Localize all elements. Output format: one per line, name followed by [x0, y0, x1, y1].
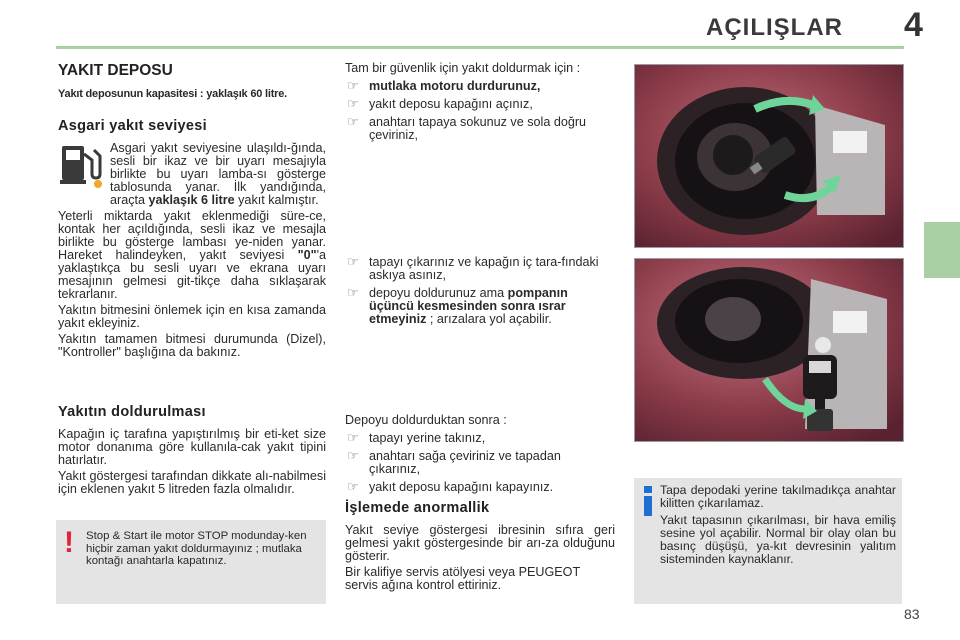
min-level-paragraph-1: Asgari yakıt seviyesine ulaşıldı-ğında, sesli bir ikaz ve bir uyarı mesajıyla birlikte bu uyarı lamba-sı gösterge tablosunda yanar. İlk yandığında, araçta yaklaşık 6 litre yakıt kalmıştır. [110, 141, 326, 207]
section-title: YAKIT DEPOSU [58, 62, 173, 79]
fuel-flap-key-photo [634, 64, 904, 248]
refuel-paragraph-1: Kapağın iç tarafına yapıştırılmış bir eti-ket size motor donanıma göre kullanıla-cak yakıt tipini hatırlatır. [58, 427, 326, 467]
info-paragraph-1: Tapa depodaki yerine takılmadıkça anahtar kilitten çıkarılamaz. [660, 483, 896, 510]
list-item: ☞ mutlaka motoru durdurunuz, [345, 80, 615, 93]
info-icon [642, 486, 654, 516]
info-paragraph-2: Yakıt tapasının çıkarılması, bir hava emiliş sesine yol açabilir. Normal bir olay olan bu basınç düşüşü, ya-kıt devresinin yalıtım sisteminden kaynaklanır. [660, 513, 896, 566]
warning-exclamation-icon: ! [64, 526, 74, 559]
min-level-paragraph-3: Yakıtın bitmesini önlemek için en kısa zamanda yakıt ekleyiniz. [58, 303, 326, 330]
warning-text: Stop & Start ile motor STOP modunday-ken hiçbir zaman yakıt doldurmayınız ; mutlaka kontağı anahtarla kapatınız. [86, 530, 307, 567]
refuel-title: Yakıtın doldurulması [58, 404, 206, 420]
safety-intro: Tam bir güvenlik için yakıt doldurmak için : [345, 61, 581, 75]
header-rule [56, 46, 904, 49]
warning-box [56, 520, 326, 604]
min-level-paragraph-2: Yeterli miktarda yakıt eklenmediği süre-ce, kontak her açıldığında, sesli ikaz ve mesajla birlikte bu gösterge lambası ye-niden yanar. Hareket halindeyken, yakıt seviyesi "0"'a yaklaştıkça bu sesli uyarı ve ekrana uyarı mesajının gelmesi git-tikçe daha sıklaşarak tekrarlanır. [58, 209, 326, 301]
chapter-title: AÇILIŞLAR [706, 14, 843, 41]
refuel-paragraph-2: Yakıt göstergesi tarafından dikkate alı-nabilmesi için eklenen yakıt 5 litreden fazla olmalıdır. [58, 469, 326, 496]
list-item: ☞ yakıt deposu kapağını kapayınız. [345, 481, 615, 494]
after-fill-list [345, 432, 615, 494]
after-fill-intro: Depoyu doldurduktan sonra : [345, 413, 507, 427]
list-item: ☞ depoyu doldurunuz ama pompanın üçüncü kesmesinden sonra ısrar etmeyiniz ; arızalara yol açabilir. [345, 287, 615, 326]
min-level-title: Asgari yakıt seviyesi [58, 118, 207, 134]
list-item: ☞ yakıt deposu kapağını açınız, [345, 98, 615, 111]
list-item: ☞ tapayı yerine takınız, [345, 432, 615, 445]
fuel-cap-hanging-photo [634, 258, 904, 442]
fault-paragraph-2: Bir kalifiye servis atölyesi veya PEUGEOT servis ağına kontrol ettiriniz. [345, 565, 580, 592]
min-level-paragraph-4: Yakıtın tamamen bitmesi durumunda (Dizel), "Kontroller" başlığına da bakınız. [58, 332, 326, 359]
safety-steps-list [345, 80, 615, 142]
fault-paragraph-1: Yakıt seviye göstergesi ibresinin sıfıra geri gelmesi yakıt göstergesinde bir arı-za olduğunu gösterir. [345, 523, 615, 563]
chapter-number: 4 [904, 6, 923, 44]
list-item: ☞ tapayı çıkarınız ve kapağın iç tara-fındaki askıya asınız, [345, 256, 615, 282]
fault-title: İşlemede anormallik [345, 500, 490, 516]
info-box [634, 478, 902, 604]
chapter-side-tab [924, 222, 960, 278]
cap-steps-list [345, 256, 615, 326]
list-item: ☞ anahtarı sağa çeviriniz ve tapadan çıkarınız, [345, 450, 615, 476]
page-number: 83 [904, 606, 920, 622]
capacity-note: Yakıt deposunun kapasitesi : yaklaşık 60 litre. [58, 88, 288, 100]
list-item: ☞ anahtarı tapaya sokunuz ve sola doğru çeviriniz, [345, 116, 615, 142]
